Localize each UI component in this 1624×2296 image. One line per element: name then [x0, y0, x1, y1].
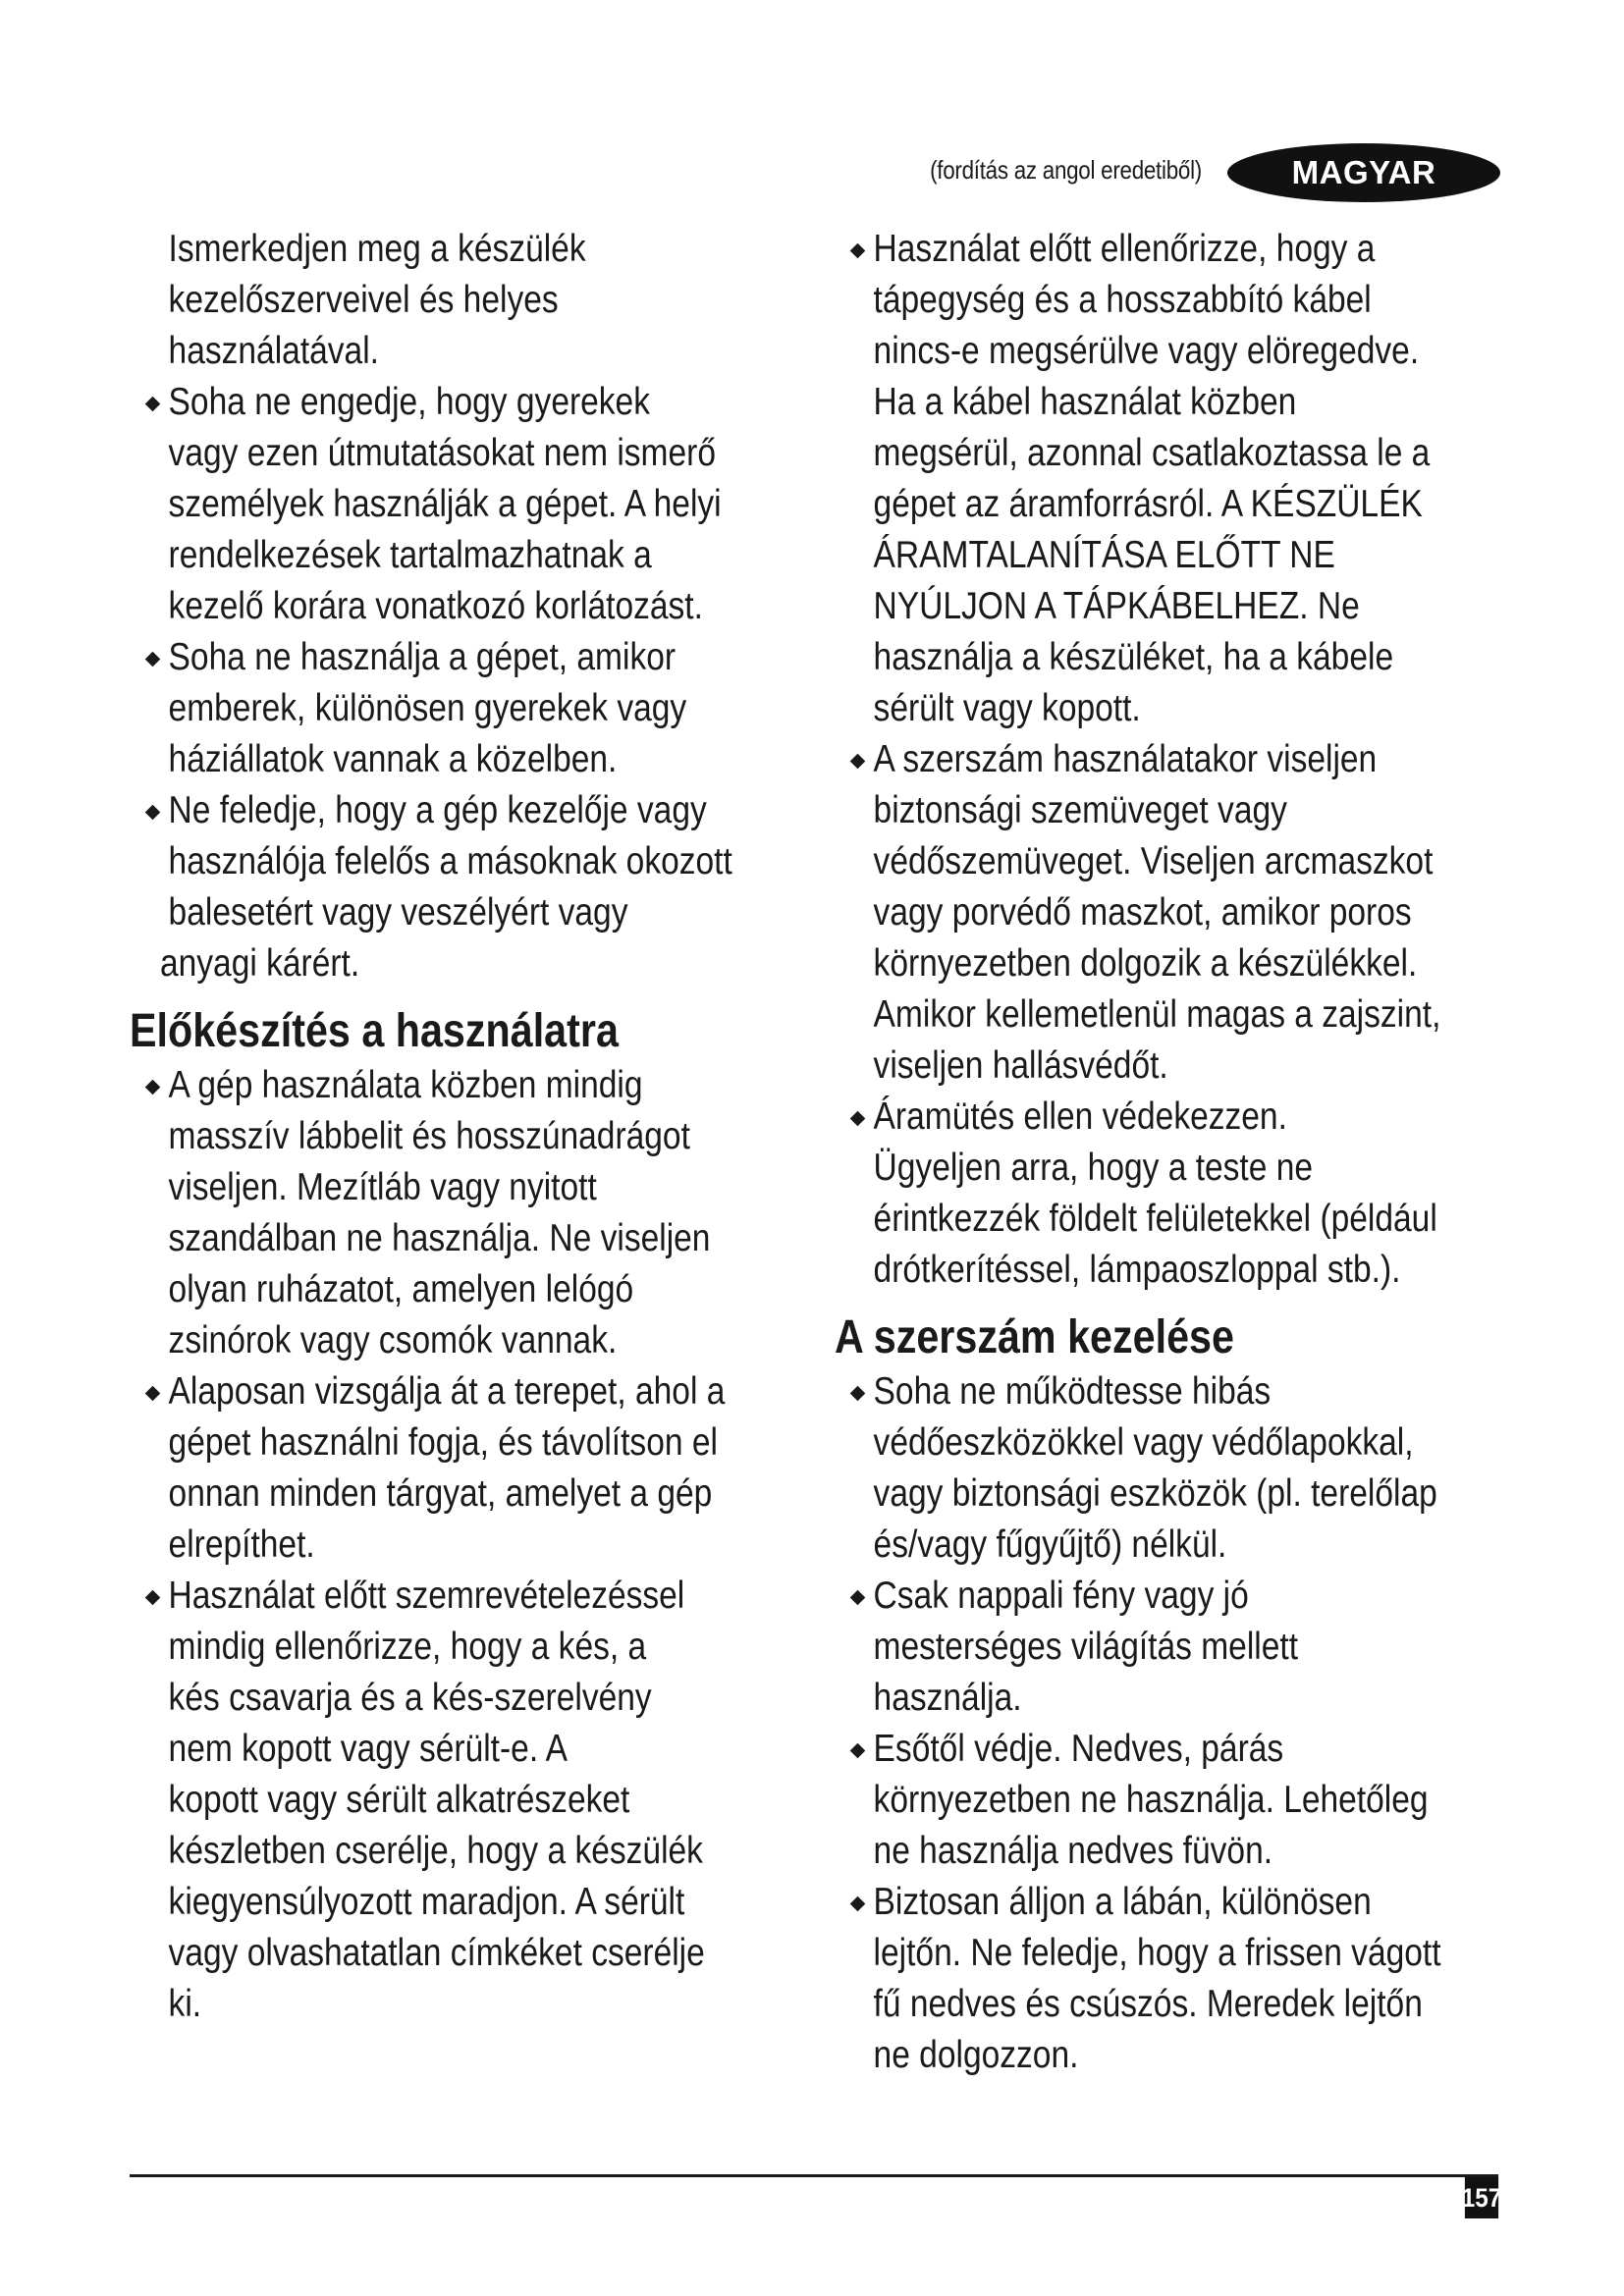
text-line: kezelő korára vonatkozó korlátozást. — [168, 585, 703, 627]
text-line: nincs-e megsérülve vagy elöregedve. — [873, 330, 1420, 372]
text-line: viseljen hallásvédőt. — [873, 1044, 1168, 1087]
text-line: balesetért vagy veszélyért vagy — [168, 891, 628, 934]
footer-divider — [130, 2174, 1498, 2177]
text-line: emberek, különösen gyerekek vagy — [168, 687, 687, 729]
text-line: drótkerítéssel, lámpaoszloppal stb.). — [873, 1249, 1401, 1291]
translation-note: (fordítás az angol eredetiből) — [930, 155, 1202, 185]
text-line: onnan minden tárgyat, amelyet a gép — [168, 1472, 713, 1515]
page-number: 157 — [1465, 2177, 1498, 2218]
text-line: lejtőn. Ne feledje, hogy a frissen vágott — [873, 1932, 1441, 1974]
text-line: olyan ruházatot, amelyen lelógó — [168, 1268, 634, 1310]
text-line: gépet használni fogja, és távolítson el — [168, 1421, 718, 1464]
list-item — [835, 1366, 1522, 1571]
text-line: mindig ellenőrizze, hogy a kés, a — [168, 1626, 647, 1668]
list-item — [835, 1877, 1522, 2081]
text-line: Használat előtt szemrevételezéssel — [168, 1575, 685, 1617]
text-line: A szerszám használatakor viseljen — [873, 738, 1378, 780]
text-line: Áramütés ellen védekezzen. — [873, 1095, 1287, 1138]
text-line: vagy ezen útmutatásokat nem ismerő — [168, 432, 716, 474]
text-line: kiegyensúlyozott maradjon. A sérült — [168, 1881, 685, 1923]
text-line: Használat előtt ellenőrizze, hogy a — [873, 228, 1376, 270]
text-line: anyagi kárért. — [159, 942, 360, 985]
text-line: Esőtől védje. Nedves, párás — [873, 1728, 1284, 1770]
text-line: kopott vagy sérült alkatrészeket — [168, 1779, 630, 1821]
text-line: biztonsági szemüveget vagy — [873, 789, 1287, 831]
text-line: környezetben ne használja. Lehetőleg — [873, 1779, 1429, 1821]
text-line: Amikor kellemetlenül magas a zajszint, — [873, 993, 1441, 1036]
text-line: nem kopott vagy sérült-e. A — [168, 1728, 568, 1770]
language-badge: MAGYAR — [1227, 143, 1500, 202]
left-column — [130, 224, 807, 2030]
text-line: Ne feledje, hogy a gép kezelője vagy — [168, 789, 707, 831]
text-line: Soha ne engedje, hogy gyerekek — [168, 381, 650, 423]
text-line: Soha ne működtesse hibás — [873, 1370, 1272, 1413]
text-line: viseljen. Mezítláb vagy nyitott — [168, 1166, 597, 1208]
text-line: A gép használata közben mindig — [168, 1064, 643, 1106]
text-line: készletben cserélje, hogy a készülék — [168, 1830, 703, 1872]
text-line: fű nedves és csúszós. Meredek lejtőn — [873, 1983, 1423, 2025]
list-item — [130, 1571, 807, 2030]
text-line: kezelőszerveivel és helyes — [168, 279, 559, 321]
text-line: ne dolgozzon. — [873, 2034, 1079, 2076]
list-item — [130, 1060, 807, 1366]
list-item — [835, 1724, 1522, 1877]
text-line: védőeszközökkel vagy védőlapokkal, — [873, 1421, 1414, 1464]
list-item — [130, 785, 807, 989]
list-item — [130, 1366, 807, 1571]
list-item — [835, 224, 1522, 734]
text-line: Alaposan vizsgálja át a terepet, ahol a — [168, 1370, 726, 1413]
text-line: személyek használják a gépet. A helyi — [168, 483, 722, 525]
text-line: megsérül, azonnal csatlakoztassa le a — [873, 432, 1431, 474]
list-item — [835, 734, 1522, 1092]
text-line: sérült vagy kopott. — [873, 687, 1141, 729]
text-line: masszív lábbelit és hosszúnadrágot — [168, 1115, 690, 1157]
list-item — [835, 1571, 1522, 1724]
text-line: tápegység és a hosszabbító kábel — [873, 279, 1372, 321]
list-item — [835, 1092, 1522, 1296]
text-line: zsinórok vagy csomók vannak. — [168, 1319, 618, 1362]
section-heading: Előkészítés a használatra — [130, 1005, 619, 1057]
text-line: kés csavarja és a kés-szerelvény — [168, 1677, 652, 1719]
right-column — [835, 224, 1522, 2081]
section-heading: A szerszám kezelése — [835, 1311, 1234, 1363]
text-line: háziállatok vannak a közelben. — [168, 738, 618, 780]
text-line: és/vagy fűgyűjtő) nélkül. — [873, 1523, 1227, 1566]
text-line: rendelkezések tartalmazhatnak a — [168, 534, 652, 576]
text-line: ÁRAMTALANÍTÁSA ELŐTT NE — [873, 534, 1335, 576]
text-line: Ügyeljen arra, hogy a teste ne — [873, 1147, 1314, 1189]
text-line: vagy olvashatatlan címkéket cserélje — [168, 1932, 705, 1974]
text-line: Ismerkedjen meg a készülék — [168, 228, 586, 270]
text-line: használatával. — [168, 330, 379, 372]
text-line: ne használja nedves füvön. — [873, 1830, 1273, 1872]
text-line: környezetben dolgozik a készülékkel. — [873, 942, 1418, 985]
list-item — [130, 377, 807, 632]
text-line: vagy biztonsági eszközök (pl. terelőlap — [873, 1472, 1437, 1515]
text-line: mesterséges világítás mellett — [873, 1626, 1299, 1668]
text-line: érintkezzék földelt felületekkel (például — [873, 1198, 1437, 1240]
text-line: Soha ne használja a gépet, amikor — [168, 636, 677, 678]
text-line: használja a készüléket, ha a kábele — [873, 636, 1394, 678]
text-line: vagy porvédő maszkot, amikor poros — [873, 891, 1412, 934]
text-line: ki. — [168, 1983, 202, 2025]
text-line: védőszemüveget. Viseljen arcmaszkot — [873, 840, 1434, 882]
text-line: Csak nappali fény vagy jó — [873, 1575, 1249, 1617]
text-line: elrepíthet. — [168, 1523, 315, 1566]
text-line: használja. — [873, 1677, 1022, 1719]
text-line: NYÚLJON A TÁPKÁBELHEZ. Ne — [873, 585, 1360, 627]
text-line: használója felelős a másoknak okozott — [168, 840, 732, 882]
text-line: gépet az áramforrásról. A KÉSZÜLÉK — [873, 483, 1423, 525]
intro-paragraph — [130, 224, 807, 377]
list-item — [130, 632, 807, 785]
text-line: szandálban ne használja. Ne viseljen — [168, 1217, 711, 1259]
text-line: Ha a kábel használat közben — [873, 381, 1297, 423]
text-line: Biztosan álljon a lábán, különösen — [873, 1881, 1372, 1923]
